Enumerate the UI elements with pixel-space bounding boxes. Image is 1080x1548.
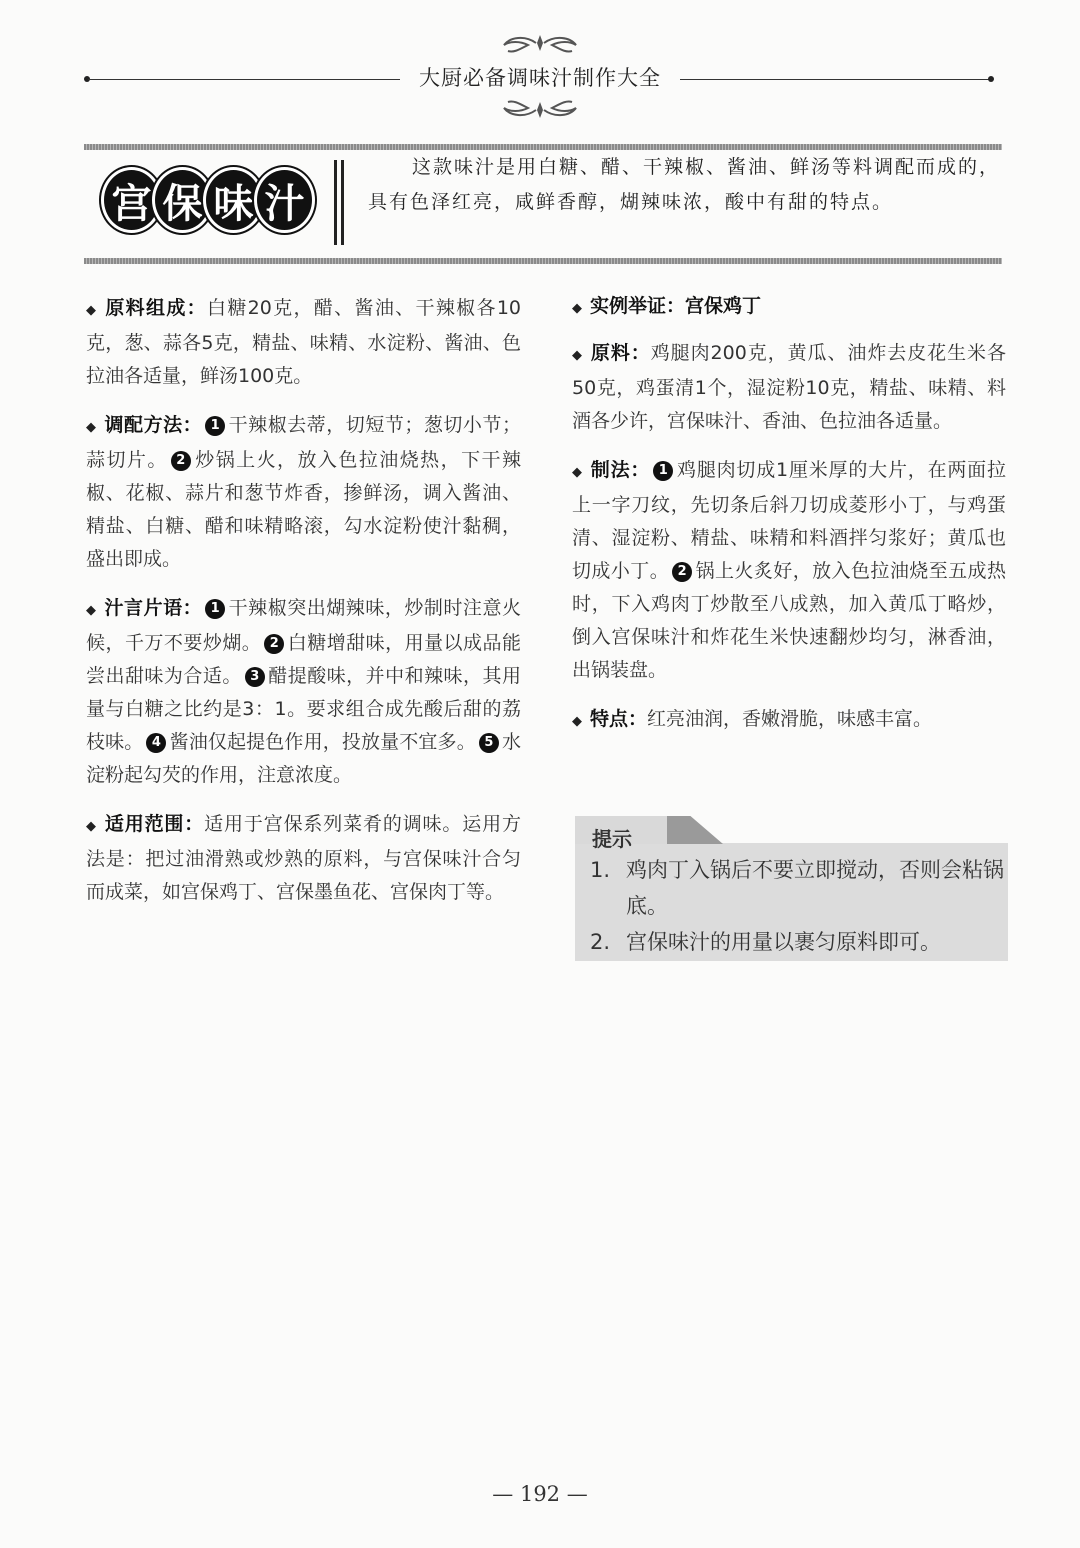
section-label: 汁言片语： xyxy=(104,597,203,619)
section-label: 原料组成： xyxy=(104,297,207,319)
header-left-rule xyxy=(88,79,400,80)
tip-item xyxy=(590,852,1005,924)
tip-number: 2. xyxy=(590,930,611,954)
example-dish: 宫保鸡丁 xyxy=(685,295,762,317)
example-method-section xyxy=(572,454,1006,687)
diamond-icon: ◆ xyxy=(86,819,96,834)
step-text: 白糖增甜味，用量以成品能尝出甜味为合适。 xyxy=(86,632,521,687)
title-char: 味 xyxy=(206,170,261,230)
step-text: 水淀粉起勾芡的作用，注意浓度。 xyxy=(86,731,521,786)
tip-number: 1. xyxy=(590,858,611,882)
diamond-icon: ◆ xyxy=(572,348,582,363)
intro-paragraph xyxy=(368,150,1000,220)
step-text: 醋提酸味，并中和辣味，其用量与白糖之比约是3：1。要求组合成先酸后甜的荔枝味。 xyxy=(86,665,521,753)
method-section xyxy=(86,409,521,576)
page-number: — 192 — xyxy=(492,1482,588,1506)
section-text: 白糖20克，醋、酱油、干辣椒各10克，葱、蒜各5克，精盐、味精、水淀粉、酱油、色拉油各适量，鲜汤100克。 xyxy=(86,297,521,387)
header-right-dot xyxy=(988,76,994,82)
left-column xyxy=(86,292,521,925)
tip-text: 宫保味汁的用量以裹匀原料即可。 xyxy=(626,930,941,954)
title-char: 汁 xyxy=(257,170,312,230)
notes-section xyxy=(86,592,521,792)
diamond-icon: ◆ xyxy=(86,420,96,435)
scope-section xyxy=(86,808,521,909)
title-char: 宫 xyxy=(104,170,159,230)
running-title: 大厨必备调味汁制作大全 xyxy=(419,66,661,90)
step-text: 炒锅上火，放入色拉油烧热，下干辣椒、花椒、蒜片和葱节炸香，掺鲜汤，调入酱油、精盐、白糖、醋和味精略滚，勾水淀粉使汁黏稠，盛出即成。 xyxy=(86,449,521,570)
title-band-bottom-rule xyxy=(84,258,1002,264)
step-number: 2 xyxy=(264,634,284,654)
step-number: 1 xyxy=(205,416,225,436)
diamond-icon: ◆ xyxy=(572,465,582,480)
step-text: 鸡腿肉切成1厘米厚的大片，在两面拉上一字刀纹，先切条后斜刀切成菱形小丁，与鸡蛋清、湿淀粉、精盐、味精和料酒拌匀浆好；黄瓜也切成小丁。 xyxy=(572,459,1006,582)
right-column xyxy=(572,290,1006,754)
section-text: 鸡腿肉200克，黄瓜、油炸去皮花生米各50克，鸡蛋清1个，湿淀粉10克，精盐、味精、料酒各少许，宫保味汁、香油、色拉油各适量。 xyxy=(572,342,1006,432)
title-divider xyxy=(341,160,344,245)
step-number: 2 xyxy=(672,562,692,582)
top-ornament xyxy=(490,31,590,61)
example-section xyxy=(572,290,1006,325)
step-number: 5 xyxy=(479,733,499,753)
diamond-icon: ◆ xyxy=(572,714,582,729)
bottom-ornament xyxy=(490,92,590,122)
step-text: 锅上火炙好，放入色拉油烧至五成热时，下入鸡肉丁炒散至八成熟，加入黄瓜丁略炒，倒入宫保味汁和炸花生米快速翻炒均匀，淋香油，出锅装盘。 xyxy=(572,560,1006,681)
title-divider xyxy=(334,160,337,245)
step-number: 1 xyxy=(653,461,673,481)
tip-label: 提示 xyxy=(592,827,632,851)
header-right-rule xyxy=(680,79,990,80)
tip-item xyxy=(590,924,1005,960)
dish-title xyxy=(104,170,308,236)
step-number: 1 xyxy=(205,599,225,619)
title-char: 保 xyxy=(155,170,210,230)
features-section xyxy=(572,703,1006,738)
step-number: 2 xyxy=(171,451,191,471)
diamond-icon: ◆ xyxy=(86,603,96,618)
tip-list xyxy=(590,852,1005,960)
example-ingredients-section xyxy=(572,337,1006,438)
ingredients-section xyxy=(86,292,521,393)
step-text: 酱油仅起提色作用，投放量不宜多。 xyxy=(169,731,476,753)
section-label: 适用范围： xyxy=(104,813,205,835)
step-text: 干辣椒去蒂，切短节；葱切小节；蒜切片。 xyxy=(86,414,521,471)
diamond-icon: ◆ xyxy=(572,301,582,316)
section-text: 适用于宫保系列菜肴的调味。运用方法是：把过油滑熟或炒熟的原料，与宫保味汁合匀而成菜，如宫保鸡丁、宫保墨鱼花、宫保肉丁等。 xyxy=(86,813,521,903)
intro-text: 这款味汁是用白糖、醋、干辣椒、酱油、鲜汤等料调配而成的，具有色泽红亮，咸鲜香醇，煳辣味浓，酸中有甜的特点。 xyxy=(368,156,1001,213)
section-label: 制法： xyxy=(590,459,651,481)
step-number: 4 xyxy=(146,733,166,753)
step-text: 干辣椒突出煳辣味，炒制时注意火候，千万不要炒煳。 xyxy=(86,597,521,654)
section-label: 实例举证： xyxy=(590,295,686,317)
step-number: 3 xyxy=(245,667,265,687)
section-text: 红亮油润，香嫩滑脆，味感丰富。 xyxy=(647,708,933,730)
diamond-icon: ◆ xyxy=(86,303,96,318)
section-label: 特点： xyxy=(590,708,648,730)
section-label: 调配方法： xyxy=(104,414,203,436)
tip-text: 鸡肉丁入锅后不要立即搅动，否则会粘锅底。 xyxy=(626,858,1004,918)
section-label: 原料： xyxy=(590,342,651,364)
